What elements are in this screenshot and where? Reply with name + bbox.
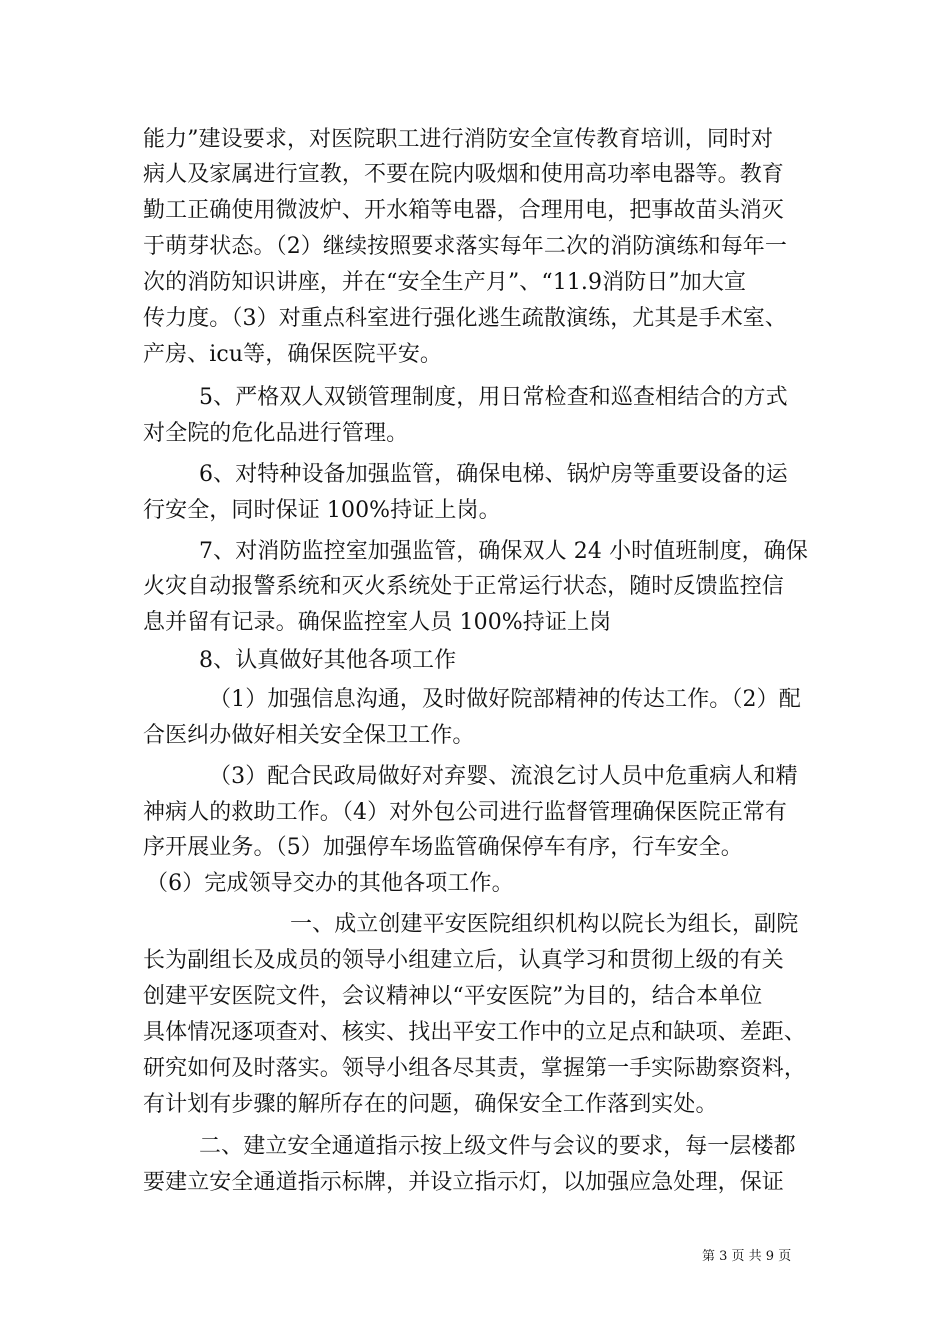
text-line: 病人及家属进行宣教，不要在院内吸烟和使用高功率电器等。教育 [143, 162, 784, 187]
text-line: 研究如何及时落实。领导小组各尽其责，掌握第一手实际勘察资料， [143, 1056, 807, 1081]
text-line: 创建平安医院文件，会议精神以“平安医院”为目的，结合本单位 [143, 984, 763, 1009]
text-line: 序开展业务。（5）加强停车场监管确保停车有序，行车安全。 [143, 835, 743, 860]
page-number: 第 3 页 共 9 页 [702, 1249, 792, 1264]
text-line: 二、建立安全通道指示按上级文件与会议的要求，每一层楼都 [199, 1134, 796, 1159]
text-line: 能力”建设要求，对医院职工进行消防安全宣传教育培训，同时对 [143, 127, 774, 152]
text-line: 5、严格双人双锁管理制度，用日常检查和巡查相结合的方式 [199, 385, 788, 410]
text-line: （1）加强信息沟通，及时做好院部精神的传达工作。（2）配 [209, 687, 801, 712]
text-line: 有计划有步骤的解所存在的问题，确保安全工作落到实处。 [143, 1092, 718, 1117]
text-line: （3）配合民政局做好对弃婴、流浪乞讨人员中危重病人和精 [209, 764, 798, 789]
text-line: 6、对特种设备加强监管，确保电梯、锅炉房等重要设备的运 [199, 462, 788, 487]
text-line: 8、认真做好其他各项工作 [199, 648, 457, 673]
text-line: 长为副组长及成员的领导小组建立后，认真学习和贯彻上级的有关 [143, 948, 784, 973]
text-line: 传力度。（3）对重点科室进行强化逃生疏散演练，尤其是手术室、 [143, 306, 787, 331]
text-line: 具体情况逐项查对、核实、找出平安工作中的立足点和缺项、差距、 [143, 1020, 807, 1045]
text-line: 行安全，同时保证 100%持证上岗。 [143, 498, 501, 523]
text-line: 对全院的危化品进行管理。 [143, 421, 409, 446]
text-line: 神病人的救助工作。（4）对外包公司进行监督管理确保医院正常有 [143, 800, 787, 825]
text-line: 火灾自动报警系统和灭火系统处于正常运行状态，随时反馈监控信 [143, 574, 784, 599]
text-line: 次的消防知识讲座，并在“安全生产月”、“11.9消防日”加大宣 [143, 270, 747, 295]
text-line: 息并留有记录。确保监控室人员 100%持证上岗 [143, 610, 612, 635]
text-line: 产房、icu等，确保医院平安。 [143, 342, 443, 367]
text-line: 于萌芽状态。（2）继续按照要求落实每年二次的消防演练和每年一 [143, 234, 787, 259]
text-line: 7、对消防监控室加强监管，确保双人 24 小时值班制度，确保 [199, 539, 808, 564]
text-line: 合医纠办做好相关安全保卫工作。 [143, 723, 475, 748]
text-line: 一、成立创建平安医院组织机构以院长为组长，副院 [290, 912, 799, 937]
text-line: 要建立安全通道指示标牌，并设立指示灯，以加强应急处理，保证 [143, 1170, 784, 1195]
text-line: （6）完成领导交办的其他各项工作。 [146, 871, 514, 896]
text-line: 勤工正确使用微波炉、开水箱等电器，合理用电，把事故苗头消灭 [143, 198, 784, 223]
